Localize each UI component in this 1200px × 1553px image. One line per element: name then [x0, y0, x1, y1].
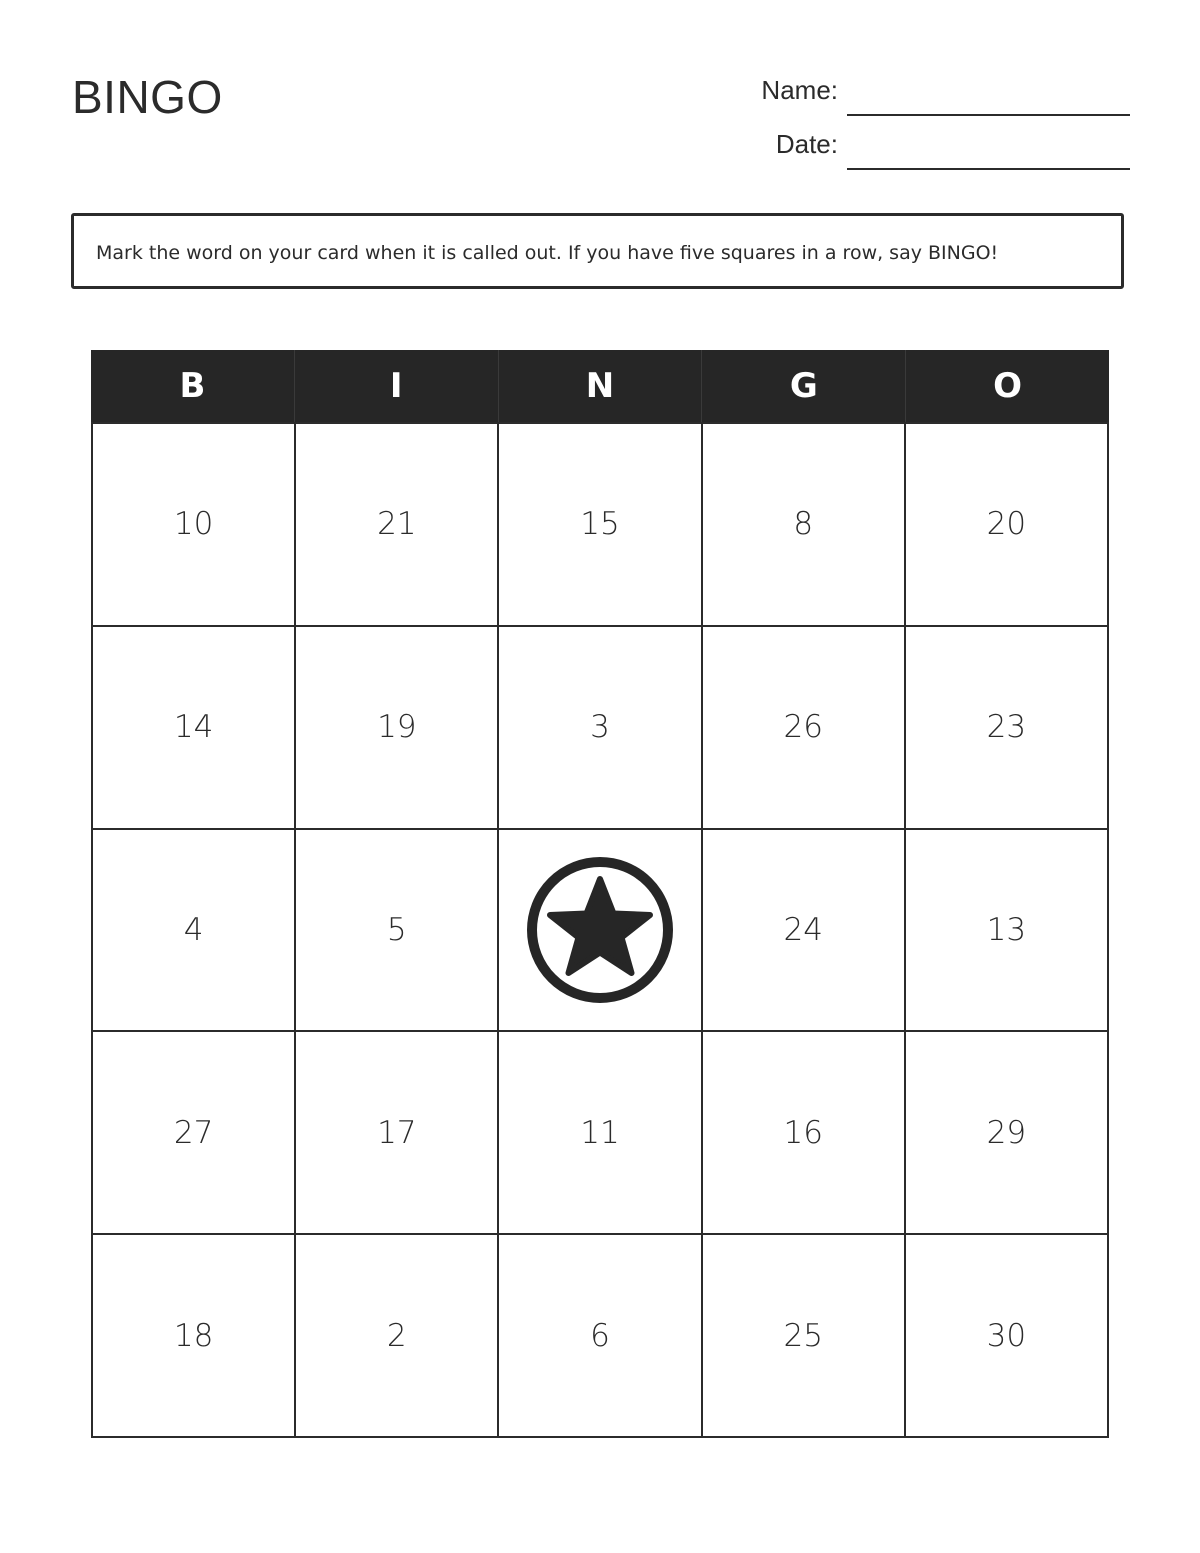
bingo-cell[interactable]: 30	[906, 1235, 1109, 1438]
bingo-card	[91, 350, 1109, 1438]
name-label: Name:	[761, 75, 838, 105]
bingo-header-row	[91, 350, 1109, 422]
bingo-cell[interactable]: 24	[703, 830, 906, 1033]
date-field	[72, 130, 1130, 170]
bingo-cell[interactable]: 21	[296, 424, 499, 627]
header-g: G	[702, 350, 906, 422]
name-line[interactable]	[847, 114, 1130, 116]
bingo-cell[interactable]: 14	[93, 627, 296, 830]
bingo-cell[interactable]: 11	[499, 1032, 702, 1235]
page-title: BINGO	[72, 71, 223, 123]
bingo-cell[interactable]: 3	[499, 627, 702, 830]
date-line[interactable]	[847, 168, 1130, 170]
bingo-cell[interactable]: 18	[93, 1235, 296, 1438]
bingo-cell[interactable]: 25	[703, 1235, 906, 1438]
bingo-cell[interactable]: 6	[499, 1235, 702, 1438]
bingo-cell[interactable]: 29	[906, 1032, 1109, 1235]
bingo-cell[interactable]: 4	[93, 830, 296, 1033]
bingo-cell[interactable]: 13	[906, 830, 1109, 1033]
bingo-cell[interactable]: 19	[296, 627, 499, 830]
instructions-text: Mark the word on your card when it is called out. If you have five squares in a row, say BINGO!	[96, 242, 999, 264]
bingo-cell[interactable]: 2	[296, 1235, 499, 1438]
bingo-cell[interactable]: 10	[93, 424, 296, 627]
header-n: N	[499, 350, 703, 422]
bingo-cell[interactable]: 8	[703, 424, 906, 627]
bingo-cell[interactable]: 16	[703, 1032, 906, 1235]
bingo-cell[interactable]: 23	[906, 627, 1109, 830]
bingo-cell[interactable]: 15	[499, 424, 702, 627]
bingo-grid	[91, 422, 1109, 1438]
star-in-circle-icon	[525, 855, 675, 1005]
bingo-cell[interactable]: 20	[906, 424, 1109, 627]
name-field	[72, 76, 1130, 116]
bingo-cell[interactable]: 17	[296, 1032, 499, 1235]
free-space-cell[interactable]	[499, 830, 702, 1033]
bingo-cell[interactable]: 27	[93, 1032, 296, 1235]
header-b: B	[91, 350, 295, 422]
bingo-cell[interactable]: 5	[296, 830, 499, 1033]
date-label: Date:	[775, 129, 838, 159]
instructions-box	[71, 213, 1124, 289]
header-i: I	[295, 350, 499, 422]
header-o: O	[993, 366, 1023, 406]
bingo-cell[interactable]: 26	[703, 627, 906, 830]
